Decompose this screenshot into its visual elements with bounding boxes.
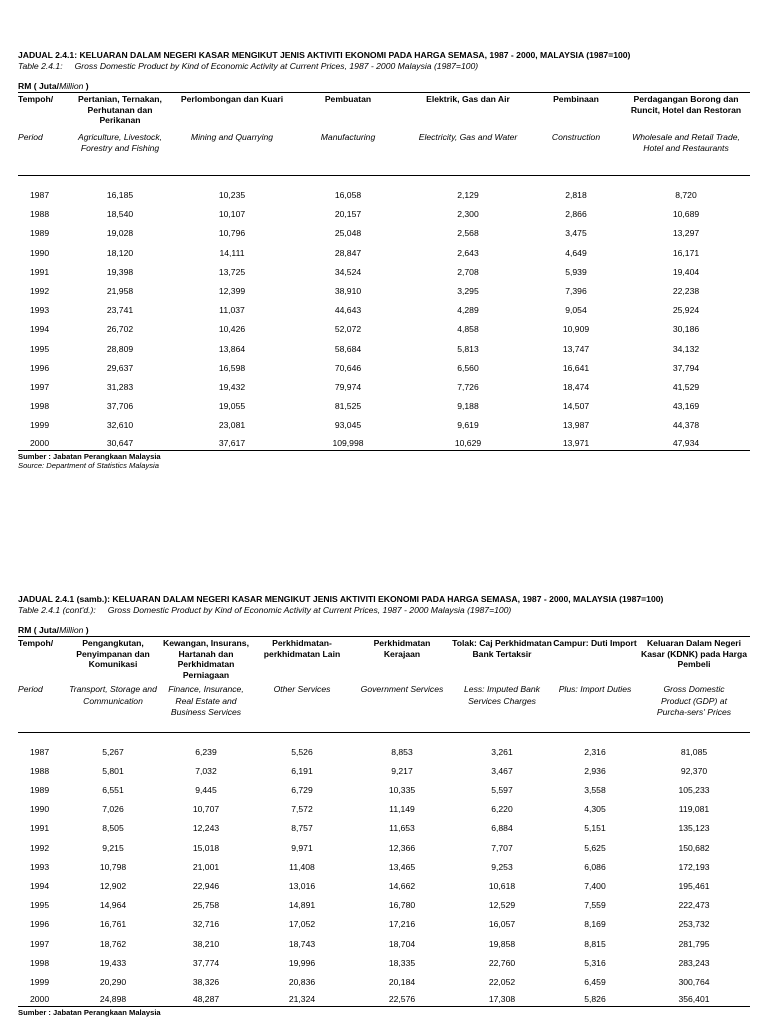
value-cell: 2,818: [565, 190, 587, 200]
table2-col-header-en: Gross Domestic Product (GDP) at Purcha-sers' Prices: [638, 680, 750, 732]
value-cell: 16,761: [99, 919, 127, 930]
value-cell: 10,235: [218, 190, 246, 200]
year-cell: 1999: [30, 420, 50, 431]
year-cell: 1989: [30, 784, 50, 795]
table-row: [18, 263, 750, 282]
year-cell: 1996: [30, 362, 50, 373]
table2-col-period-en: Period: [18, 680, 66, 732]
value-cell: 13,465: [388, 861, 416, 872]
value-cell: 6,220: [491, 804, 513, 815]
value-cell: 6,884: [491, 823, 513, 834]
value-cell: 47,934: [622, 436, 750, 451]
value-cell: 253,732: [678, 919, 710, 930]
table-row: [18, 301, 750, 320]
table-row: [18, 340, 750, 359]
value-cell: 6,551: [102, 784, 124, 795]
value-cell: 4,289: [457, 305, 479, 316]
value-cell: 9,054: [565, 305, 587, 316]
value-cell: 7,707: [491, 842, 513, 853]
value-cell: 81,085: [680, 746, 708, 757]
value-cell: 23,741: [106, 305, 134, 316]
table1-section: [18, 50, 750, 470]
value-cell: 48,287: [160, 992, 252, 1007]
table-row: [18, 359, 750, 378]
value-cell: 4,305: [584, 804, 606, 815]
value-cell: 7,572: [291, 804, 313, 815]
value-cell: 22,760: [488, 957, 516, 968]
value-cell: 5,813: [457, 343, 479, 354]
table-row: [18, 244, 750, 263]
table-row: [18, 378, 750, 397]
value-cell: 20,157: [334, 209, 362, 220]
value-cell: 10,796: [218, 228, 246, 239]
value-cell: 32,716: [192, 919, 220, 930]
value-cell: 22,238: [672, 286, 700, 297]
year-cell: 1992: [30, 842, 50, 853]
table-row: [18, 915, 750, 934]
value-cell: 16,057: [488, 919, 516, 930]
value-cell: 22,576: [352, 992, 452, 1007]
value-cell: 5,801: [102, 765, 124, 776]
value-cell: 16,058: [334, 190, 362, 200]
table2-body: [18, 732, 750, 1007]
value-cell: 12,902: [99, 880, 127, 891]
value-cell: 18,762: [99, 938, 127, 949]
table2-source-ms: Sumber : Jabatan Perangkaan Malaysia: [18, 1008, 161, 1018]
value-cell: 6,086: [584, 861, 606, 872]
table-row: [18, 743, 750, 762]
year-cell: 1998: [30, 401, 50, 412]
table2-title-en-label: Table 2.4.1 (cont'd.):: [18, 605, 96, 615]
table2-col-header: Keluaran Dalam Negeri Kasar (KDNK) pada Harga Pembeli: [638, 637, 750, 681]
table1-header-ms: [18, 93, 750, 126]
value-cell: 6,191: [291, 765, 313, 776]
spacer-row: [18, 732, 750, 743]
value-cell: 13,987: [562, 420, 590, 431]
table-row: [18, 896, 750, 915]
year-cell: 1991: [30, 823, 50, 834]
value-cell: 7,726: [457, 382, 479, 393]
value-cell: 10,107: [218, 209, 246, 220]
value-cell: 2,568: [457, 228, 479, 239]
value-cell: 19,433: [99, 957, 127, 968]
year-cell: 1991: [30, 266, 50, 277]
year-cell: 1990: [30, 804, 50, 815]
year-cell: 1993: [30, 305, 50, 316]
value-cell: 105,233: [678, 784, 710, 795]
table-row: [18, 973, 750, 992]
value-cell: 21,001: [192, 861, 220, 872]
table2-col-header-en: Plus: Import Duties: [552, 680, 638, 732]
value-cell: 23,081: [218, 420, 246, 431]
table2-col-header: Perkhidmatan Kerajaan: [352, 637, 452, 681]
value-cell: 3,475: [565, 228, 587, 239]
value-cell: 16,641: [562, 362, 590, 373]
value-cell: 19,398: [106, 266, 134, 277]
table1: [18, 92, 750, 451]
table2-col-header: Tolak: Caj Perkhidmatan Bank Tertaksir: [452, 637, 552, 681]
value-cell: 222,473: [678, 900, 710, 911]
table-row: [18, 877, 750, 896]
value-cell: 34,524: [334, 266, 362, 277]
table1-col-header: Elektrik, Gas dan Air: [406, 93, 530, 126]
value-cell: 8,853: [391, 746, 413, 757]
value-cell: 6,459: [584, 976, 606, 987]
year-cell: 1988: [30, 209, 50, 220]
table1-col-header-en: Wholesale and Retail Trade, Hotel and Restaurants: [622, 126, 750, 176]
value-cell: 22,052: [488, 976, 516, 987]
value-cell: 11,037: [219, 305, 245, 316]
value-cell: 38,326: [192, 976, 220, 987]
value-cell: 16,171: [672, 247, 700, 258]
table1-col-header: Pembuatan: [290, 93, 406, 126]
table1-source-en: Source: Department of Statistics Malaysia: [18, 460, 159, 470]
value-cell: 6,729: [291, 784, 313, 795]
value-cell: 19,404: [672, 266, 700, 277]
value-cell: 17,308: [452, 992, 552, 1007]
table2-title-ms: JADUAL 2.4.1 (samb.): KELUARAN DALAM NEGERI KASAR MENGIKUT JENIS AKTIVITI EKONOMI PADA HARGA SEMASA, 1987 - 2000, MALAYSIA (1987=100): [18, 594, 664, 604]
value-cell: 9,217: [391, 765, 413, 776]
value-cell: 13,016: [288, 880, 316, 891]
value-cell: 2,643: [457, 247, 479, 258]
value-cell: 38,910: [334, 286, 362, 297]
value-cell: 20,836: [288, 976, 316, 987]
value-cell: 8,757: [291, 823, 313, 834]
value-cell: 44,643: [334, 305, 362, 316]
value-cell: 20,290: [99, 976, 127, 987]
value-cell: 8,505: [102, 823, 124, 834]
year-cell: 1994: [30, 880, 50, 891]
table1-col-header: Pertanian, Ternakan, Perhutanan dan Perikanan: [66, 93, 174, 126]
year-cell: 1995: [30, 900, 50, 911]
value-cell: 15,018: [192, 842, 220, 853]
table1-title-ms: JADUAL 2.4.1: KELUARAN DALAM NEGERI KASAR MENGIKUT JENIS AKTIVITI EKONOMI PADA HARGA SEMASA, 1987 - 2000, MALAYSIA (1987=100): [18, 50, 631, 60]
value-cell: 13,297: [672, 228, 700, 239]
year-cell: 1988: [30, 765, 50, 776]
value-cell: 37,617: [174, 436, 290, 451]
table1-unit: RM ( Juta/Million ): [18, 81, 89, 91]
value-cell: 5,597: [491, 784, 513, 795]
table1-title-en-text: Gross Domestic Product by Kind of Economic Activity at Current Prices, 1987 - 2000 Malaysia (1987=100): [74, 61, 479, 71]
value-cell: 7,032: [195, 765, 217, 776]
value-cell: 283,243: [678, 957, 710, 968]
value-cell: 30,186: [672, 324, 700, 335]
value-cell: 281,795: [678, 938, 710, 949]
value-cell: 10,798: [99, 861, 127, 872]
table2-title-en-text: Gross Domestic Product by Kind of Economic Activity at Current Prices, 1987 - 2000 Malaysia (1987=100): [107, 605, 512, 615]
table-row: [18, 858, 750, 877]
table-row: [18, 205, 750, 224]
year-cell: 1990: [30, 247, 50, 258]
value-cell: 13,747: [562, 343, 590, 354]
value-cell: 3,261: [491, 746, 513, 757]
table1-header-en: [18, 126, 750, 176]
value-cell: 14,507: [562, 401, 590, 412]
table-row: [18, 992, 750, 1007]
table2-col-header-en: Finance, Insurance, Real Estate and Business Services: [160, 680, 252, 732]
value-cell: 10,426: [218, 324, 246, 335]
table1-col-header: Perdagangan Borong dan Runcit, Hotel dan Restoran: [622, 93, 750, 126]
value-cell: 9,253: [491, 861, 513, 872]
table2-unit: RM ( Juta/Million ): [18, 625, 89, 635]
value-cell: 13,864: [218, 343, 246, 354]
table-row: [18, 397, 750, 416]
value-cell: 6,239: [195, 746, 217, 757]
value-cell: 79,974: [334, 382, 362, 393]
value-cell: 11,149: [389, 804, 415, 815]
value-cell: 8,720: [675, 190, 697, 200]
value-cell: 19,996: [288, 957, 316, 968]
value-cell: 5,267: [102, 746, 124, 757]
table-row: [18, 282, 750, 301]
year-cell: 1997: [30, 938, 50, 949]
table-row: [18, 416, 750, 435]
table1-col-header-en: Construction: [530, 126, 622, 176]
year-cell: 1995: [30, 343, 50, 354]
table2-header-ms: [18, 637, 750, 681]
year-cell: 1989: [30, 228, 50, 239]
table1-title-en: [18, 61, 750, 71]
value-cell: 37,774: [192, 957, 220, 968]
table2-title-en: [18, 605, 750, 615]
value-cell: 19,028: [106, 228, 134, 239]
value-cell: 25,048: [334, 228, 362, 239]
table1-col-header: Perlombongan dan Kuari: [174, 93, 290, 126]
value-cell: 12,243: [192, 823, 220, 834]
value-cell: 9,188: [457, 401, 479, 412]
value-cell: 92,370: [680, 765, 708, 776]
value-cell: 12,529: [488, 900, 516, 911]
value-cell: 12,366: [388, 842, 416, 853]
year-cell: 2000: [18, 436, 66, 451]
table1-body: [18, 176, 750, 451]
value-cell: 11,408: [289, 861, 315, 872]
value-cell: 5,939: [565, 266, 587, 277]
value-cell: 34,132: [672, 343, 700, 354]
value-cell: 14,891: [288, 900, 316, 911]
value-cell: 7,026: [102, 804, 124, 815]
table2-header-en: [18, 680, 750, 732]
value-cell: 3,295: [457, 286, 479, 297]
value-cell: 356,401: [638, 992, 750, 1007]
value-cell: 7,396: [565, 286, 587, 297]
value-cell: 10,689: [672, 209, 700, 220]
table-row: [18, 781, 750, 800]
table-row: [18, 762, 750, 781]
value-cell: 17,216: [388, 919, 416, 930]
value-cell: 52,072: [334, 324, 362, 335]
value-cell: 6,560: [457, 362, 479, 373]
value-cell: 9,619: [457, 420, 479, 431]
table-row: [18, 935, 750, 954]
value-cell: 5,316: [584, 957, 606, 968]
value-cell: 93,045: [334, 420, 362, 431]
table1-col-period-ms: Tempoh/: [18, 93, 66, 126]
value-cell: 37,794: [672, 362, 700, 373]
value-cell: 7,559: [584, 900, 606, 911]
value-cell: 8,169: [584, 919, 606, 930]
year-cell: 1999: [30, 976, 50, 987]
value-cell: 9,215: [102, 842, 124, 853]
table1-col-header-en: Mining and Quarrying: [174, 126, 290, 176]
table-row: [18, 436, 750, 451]
value-cell: 3,467: [491, 765, 513, 776]
value-cell: 24,898: [66, 992, 160, 1007]
table2-col-header: Kewangan, Insurans, Hartanah dan Perkhidmatan Perniagaan: [160, 637, 252, 681]
value-cell: 2,300: [457, 209, 479, 220]
spacer-cell: [18, 176, 750, 187]
value-cell: 41,529: [672, 382, 700, 393]
value-cell: 2,129: [457, 190, 479, 200]
value-cell: 28,809: [106, 343, 134, 354]
table1-col-header-en: Agriculture, Livestock, Forestry and Fishing: [66, 126, 174, 176]
table-row: [18, 954, 750, 973]
table2-col-header: Perkhidmatan-perkhidmatan Lain: [252, 637, 352, 681]
table2: [18, 636, 750, 1007]
year-cell: 1992: [30, 286, 50, 297]
table2-col-header: Campur: Duti Import: [552, 637, 638, 681]
value-cell: 300,764: [678, 976, 710, 987]
value-cell: 4,858: [457, 324, 479, 335]
year-cell: 1996: [30, 919, 50, 930]
value-cell: 150,682: [678, 842, 710, 853]
value-cell: 16,185: [106, 190, 134, 200]
table-row: [18, 819, 750, 838]
year-cell: 1998: [30, 957, 50, 968]
value-cell: 5,151: [584, 823, 606, 834]
table1-col-period-en: Period: [18, 126, 66, 176]
value-cell: 3,558: [584, 784, 606, 795]
value-cell: 16,780: [388, 900, 416, 911]
value-cell: 11,653: [389, 823, 415, 834]
value-cell: 10,909: [562, 324, 590, 335]
value-cell: 44,378: [672, 420, 700, 431]
value-cell: 14,964: [99, 900, 127, 911]
value-cell: 38,210: [192, 938, 220, 949]
spacer-cell: [18, 732, 750, 743]
value-cell: 8,815: [584, 938, 606, 949]
value-cell: 58,684: [334, 343, 362, 354]
year-cell: 1987: [30, 190, 50, 200]
value-cell: 32,610: [106, 420, 134, 431]
value-cell: 10,618: [488, 880, 516, 891]
value-cell: 13,725: [218, 266, 246, 277]
value-cell: 109,998: [290, 436, 406, 451]
value-cell: 18,743: [288, 938, 316, 949]
value-cell: 29,637: [106, 362, 134, 373]
table1-col-header: Pembinaan: [530, 93, 622, 126]
table2-col-header-en: Less: Imputed Bank Services Charges: [452, 680, 552, 732]
value-cell: 31,283: [106, 382, 134, 393]
table2-col-header-en: Other Services: [252, 680, 352, 732]
value-cell: 5,826: [552, 992, 638, 1007]
value-cell: 18,704: [388, 938, 416, 949]
value-cell: 13,971: [530, 436, 622, 451]
value-cell: 28,847: [334, 247, 362, 258]
table1-title-en-label: Table 2.4.1:: [18, 61, 63, 71]
value-cell: 19,055: [218, 401, 246, 412]
value-cell: 2,316: [584, 746, 606, 757]
value-cell: 14,111: [219, 247, 245, 258]
table2-col-header-en: Transport, Storage and Communication: [66, 680, 160, 732]
value-cell: 21,324: [252, 992, 352, 1007]
value-cell: 9,445: [195, 784, 217, 795]
value-cell: 18,120: [106, 247, 134, 258]
value-cell: 4,649: [565, 247, 587, 258]
year-cell: 1987: [30, 746, 50, 757]
value-cell: 135,123: [678, 823, 710, 834]
value-cell: 21,958: [106, 286, 134, 297]
table1-col-header-en: Manufacturing: [290, 126, 406, 176]
value-cell: 25,758: [192, 900, 220, 911]
value-cell: 7,400: [584, 880, 606, 891]
value-cell: 81,525: [334, 401, 362, 412]
table1-col-header-en: Electricity, Gas and Water: [406, 126, 530, 176]
value-cell: 2,866: [565, 209, 587, 220]
value-cell: 9,971: [291, 842, 313, 853]
value-cell: 22,946: [192, 880, 220, 891]
value-cell: 18,474: [562, 382, 590, 393]
value-cell: 195,461: [678, 880, 710, 891]
value-cell: 2,936: [584, 765, 606, 776]
value-cell: 25,924: [672, 305, 700, 316]
value-cell: 20,184: [388, 976, 416, 987]
table2-col-header-en: Government Services: [352, 680, 452, 732]
value-cell: 14,662: [388, 880, 416, 891]
value-cell: 26,702: [106, 324, 134, 335]
table2-section: [18, 594, 750, 1017]
table-row: [18, 800, 750, 819]
year-cell: 1993: [30, 861, 50, 872]
year-cell: 1997: [30, 382, 50, 393]
year-cell: 1994: [30, 324, 50, 335]
table2-col-header: Pengangkutan, Penyimpanan dan Komunikasi: [66, 637, 160, 681]
value-cell: 70,646: [334, 362, 362, 373]
spacer-row: [18, 176, 750, 187]
value-cell: 18,540: [106, 209, 134, 220]
value-cell: 37,706: [106, 401, 134, 412]
value-cell: 10,335: [388, 784, 416, 795]
value-cell: 5,625: [584, 842, 606, 853]
value-cell: 2,708: [457, 266, 479, 277]
value-cell: 43,169: [672, 401, 700, 412]
table-row: [18, 224, 750, 243]
value-cell: 10,629: [406, 436, 530, 451]
value-cell: 10,707: [192, 804, 220, 815]
value-cell: 12,399: [218, 286, 246, 297]
value-cell: 17,052: [288, 919, 316, 930]
table1-source-ms: Sumber : Jabatan Perangkaan Malaysia: [18, 451, 161, 461]
value-cell: 16,598: [218, 362, 246, 373]
table-row: [18, 186, 750, 205]
table2-col-period-ms: Tempoh/: [18, 637, 66, 681]
value-cell: 19,858: [488, 938, 516, 949]
table-row: [18, 320, 750, 339]
table-row: [18, 839, 750, 858]
value-cell: 5,526: [291, 746, 313, 757]
value-cell: 119,081: [678, 804, 710, 815]
value-cell: 30,647: [66, 436, 174, 451]
value-cell: 19,432: [218, 382, 246, 393]
year-cell: 2000: [18, 992, 66, 1007]
value-cell: 18,335: [388, 957, 416, 968]
value-cell: 172,193: [678, 861, 710, 872]
